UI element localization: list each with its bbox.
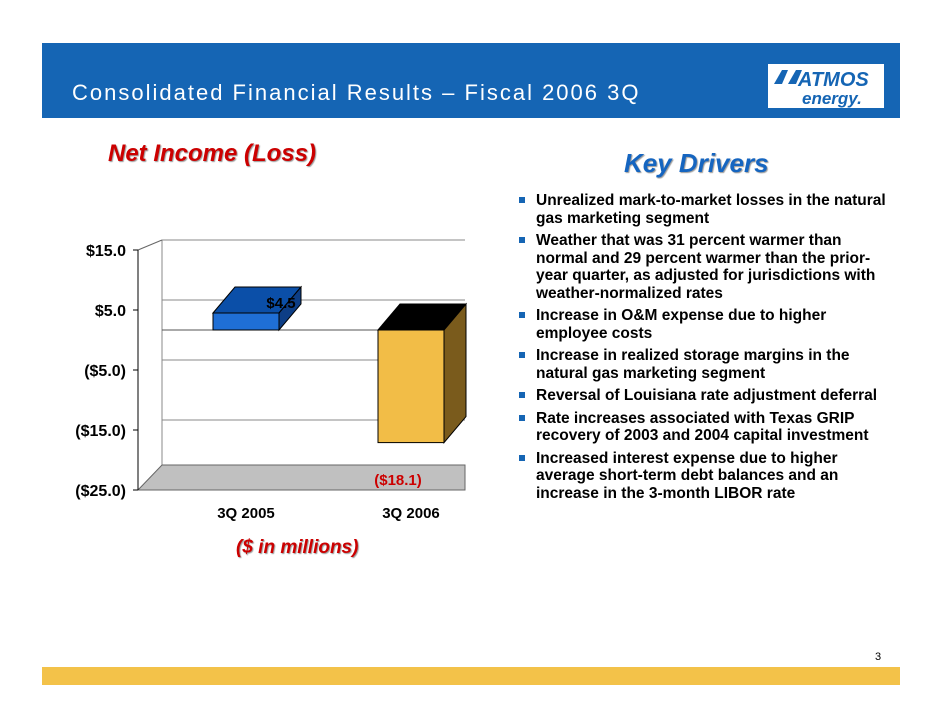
key-driver-text: Weather that was 31 percent warmer than normal and 29 percent warmer than the prior-year quarter, as adjusted for jurisdictions with weather-normalized rates xyxy=(536,232,876,302)
atmos-energy-logo xyxy=(768,64,884,108)
logo-text-bottom: energy. xyxy=(802,89,862,108)
y-tick-label: $5.0 xyxy=(94,303,126,320)
page-number: 3 xyxy=(875,651,882,663)
y-tick-label: $15.0 xyxy=(85,243,126,260)
key-driver-text: Increase in O&M expense due to higher employee costs xyxy=(536,307,827,342)
y-tick-label: ($5.0) xyxy=(84,363,126,380)
key-driver-item xyxy=(516,450,896,503)
key-driver-item xyxy=(516,410,896,445)
net-income-chart xyxy=(60,235,480,522)
square-bullet-icon xyxy=(519,415,525,421)
y-tick-label: ($25.0) xyxy=(75,483,126,500)
square-bullet-icon xyxy=(519,312,525,318)
y-tick-label: ($15.0) xyxy=(75,423,126,440)
key-driver-text: Rate increases associated with Texas GRIP recovery of 2003 and 2004 capital investment xyxy=(536,409,869,444)
key-driver-item xyxy=(516,307,896,342)
bar-data-label: ($18.1) xyxy=(374,472,422,489)
bar-front xyxy=(378,330,444,443)
square-bullet-icon xyxy=(519,197,525,203)
chart-title: Net Income (Loss) xyxy=(108,140,317,167)
chart-units-label: ($ in millions) xyxy=(236,537,359,558)
bar-data-label: $4.5 xyxy=(266,295,296,312)
key-driver-item xyxy=(516,347,896,382)
key-drivers-title: Key Drivers xyxy=(624,148,769,178)
square-bullet-icon xyxy=(519,237,525,243)
key-driver-item xyxy=(516,232,896,302)
logo-text-top: ATMOS xyxy=(798,69,869,91)
bar-front xyxy=(213,313,279,330)
key-driver-text: Increased interest expense due to higher average short-term debt balances and an increase in the 3-month LIBOR rate xyxy=(536,449,839,502)
side-wall-top xyxy=(138,240,162,250)
key-driver-item xyxy=(516,192,896,227)
square-bullet-icon xyxy=(519,455,525,461)
square-bullet-icon xyxy=(519,392,525,398)
key-driver-item xyxy=(516,387,896,405)
x-category-label: 3Q 2005 xyxy=(217,505,275,522)
x-category-label: 3Q 2006 xyxy=(382,505,440,522)
square-bullet-icon xyxy=(519,352,525,358)
key-drivers-list xyxy=(516,192,896,507)
key-driver-text: Unrealized mark-to-market losses in the natural gas marketing segment xyxy=(536,192,886,227)
footer-bar xyxy=(42,667,900,685)
slide-title: Consolidated Financial Results – Fiscal 2006 3Q xyxy=(72,80,641,105)
key-driver-text: Increase in realized storage margins in the natural gas marketing segment xyxy=(536,347,850,382)
key-driver-text: Reversal of Louisiana rate adjustment deferral xyxy=(536,387,878,404)
